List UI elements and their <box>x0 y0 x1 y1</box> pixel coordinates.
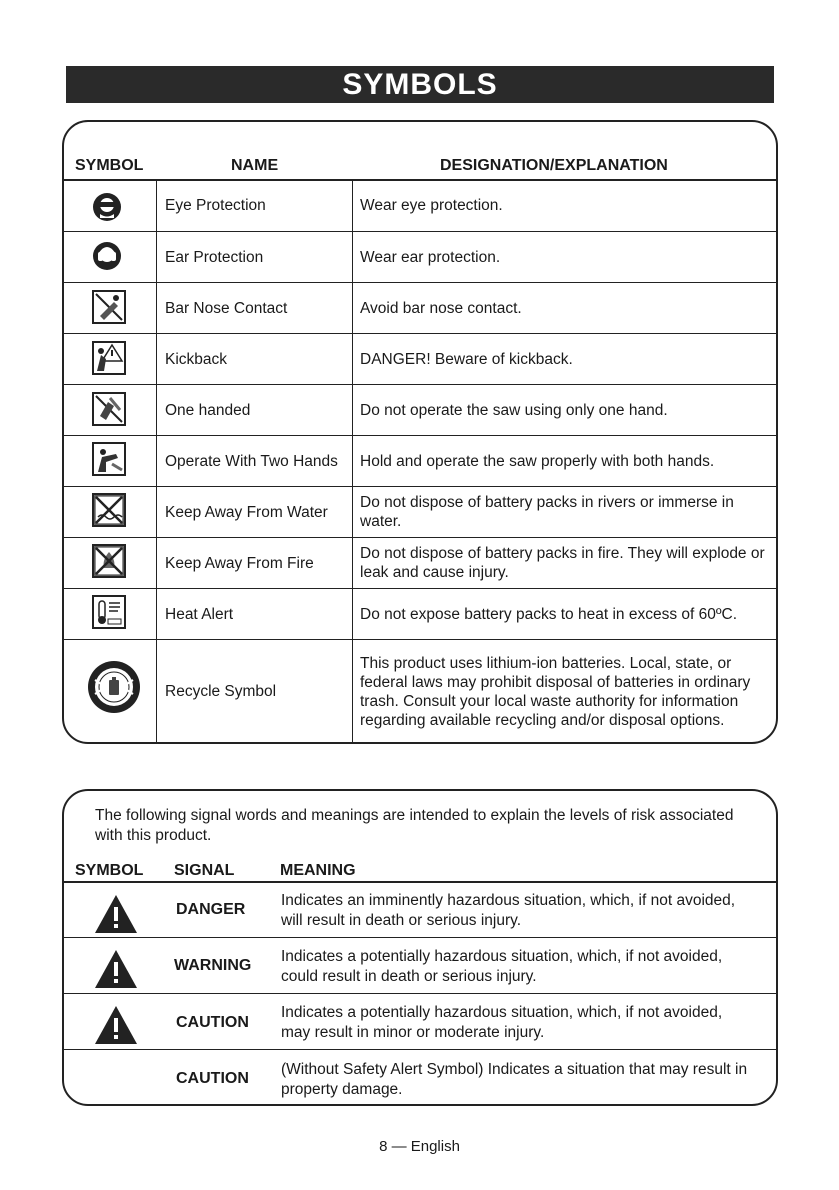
column-divider <box>352 180 353 743</box>
ear-protection-icon <box>92 241 122 271</box>
signal-header-divider <box>62 881 778 883</box>
row-name: Ear Protection <box>165 248 264 266</box>
row-explanation: Wear eye protection. <box>360 197 503 214</box>
row-name: Keep Away From Fire <box>165 554 314 572</box>
heat-alert-icon <box>92 595 126 629</box>
row-name: Kickback <box>165 350 228 368</box>
signal-row-divider <box>62 937 778 938</box>
row-name: Bar Nose Contact <box>165 299 288 317</box>
column-divider <box>156 180 157 743</box>
title-banner <box>66 66 774 103</box>
signal-row-divider <box>62 1049 778 1050</box>
eye-protection-icon <box>92 192 122 222</box>
signal-row-divider <box>62 993 778 994</box>
bar-nose-contact-icon <box>92 290 126 324</box>
signal-caution-no-symbol: CAUTION <box>176 1070 249 1087</box>
row-explanation: DANGER! Beware of kickback. <box>360 350 573 368</box>
safety-alert-icon <box>93 948 139 990</box>
row-explanation: Do not operate the saw using only one hand. <box>360 401 668 419</box>
signal-header-symbol: SYMBOL <box>75 862 144 879</box>
signal-header-signal: SIGNAL <box>174 862 235 879</box>
recycle-symbol-icon <box>87 660 141 714</box>
signal-meaning: Indicates a potentially hazardous situation, which, if not avoided, could result in death or serious injury. <box>281 948 723 985</box>
signal-meaning: Indicates an imminently hazardous situation, which, if not avoided, will result in death or serious injury. <box>281 892 736 929</box>
row-name: One handed <box>165 401 251 419</box>
page-footer: 8 — English <box>379 1138 460 1155</box>
signal-caution: CAUTION <box>176 1014 249 1031</box>
row-explanation: Hold and operate the saw properly with both hands. <box>360 452 715 470</box>
row-name: Operate With Two Hands <box>165 452 338 470</box>
row-name: Heat Alert <box>165 605 234 623</box>
row-name: Recycle Symbol <box>165 683 277 700</box>
signal-warning: WARNING <box>174 957 252 974</box>
keep-away-fire-icon <box>92 544 126 578</box>
page-title: SYMBOLS <box>342 67 498 101</box>
keep-away-water-icon <box>92 493 126 527</box>
signal-intro-text: The following signal words and meanings are intended to explain the levels of risk associated with this product. <box>95 807 734 844</box>
row-explanation: Do not expose battery packs to heat in excess of 60ºC. <box>360 605 738 623</box>
signal-meaning: Indicates a potentially hazardous situation, which, if not avoided, may result in minor or moderate injury. <box>281 1004 723 1041</box>
signal-header-meaning: MEANING <box>280 862 356 879</box>
header-name: NAME <box>231 157 279 174</box>
header-designation: DESIGNATION/EXPLANATION <box>440 157 668 174</box>
row-name: Keep Away From Water <box>165 503 328 521</box>
row-explanation: Avoid bar nose contact. <box>360 299 522 317</box>
row-explanation: Do not dispose of battery packs in rivers or immerse in water. <box>360 494 734 530</box>
kickback-icon <box>92 341 126 375</box>
safety-alert-icon <box>93 893 139 935</box>
signal-meaning: (Without Safety Alert Symbol) Indicates a situation that may result in property damage. <box>281 1061 748 1098</box>
row-explanation: Wear ear protection. <box>360 248 501 266</box>
two-hands-icon <box>92 442 126 476</box>
row-explanation: This product uses lithium-ion batteries. Local, state, or federal laws may prohibit disposal of batteries in ordinary trash. Consult your local waste authority for information regarding available recycling and/or disposal options. <box>360 654 751 729</box>
one-handed-icon <box>92 392 126 426</box>
header-symbol: SYMBOL <box>75 157 144 174</box>
safety-alert-icon <box>93 1004 139 1046</box>
signal-danger: DANGER <box>176 901 246 918</box>
row-explanation: Do not dispose of battery packs in fire. They will explode or leak and cause injury. <box>360 545 765 581</box>
row-name: Eye Protection <box>165 197 266 214</box>
